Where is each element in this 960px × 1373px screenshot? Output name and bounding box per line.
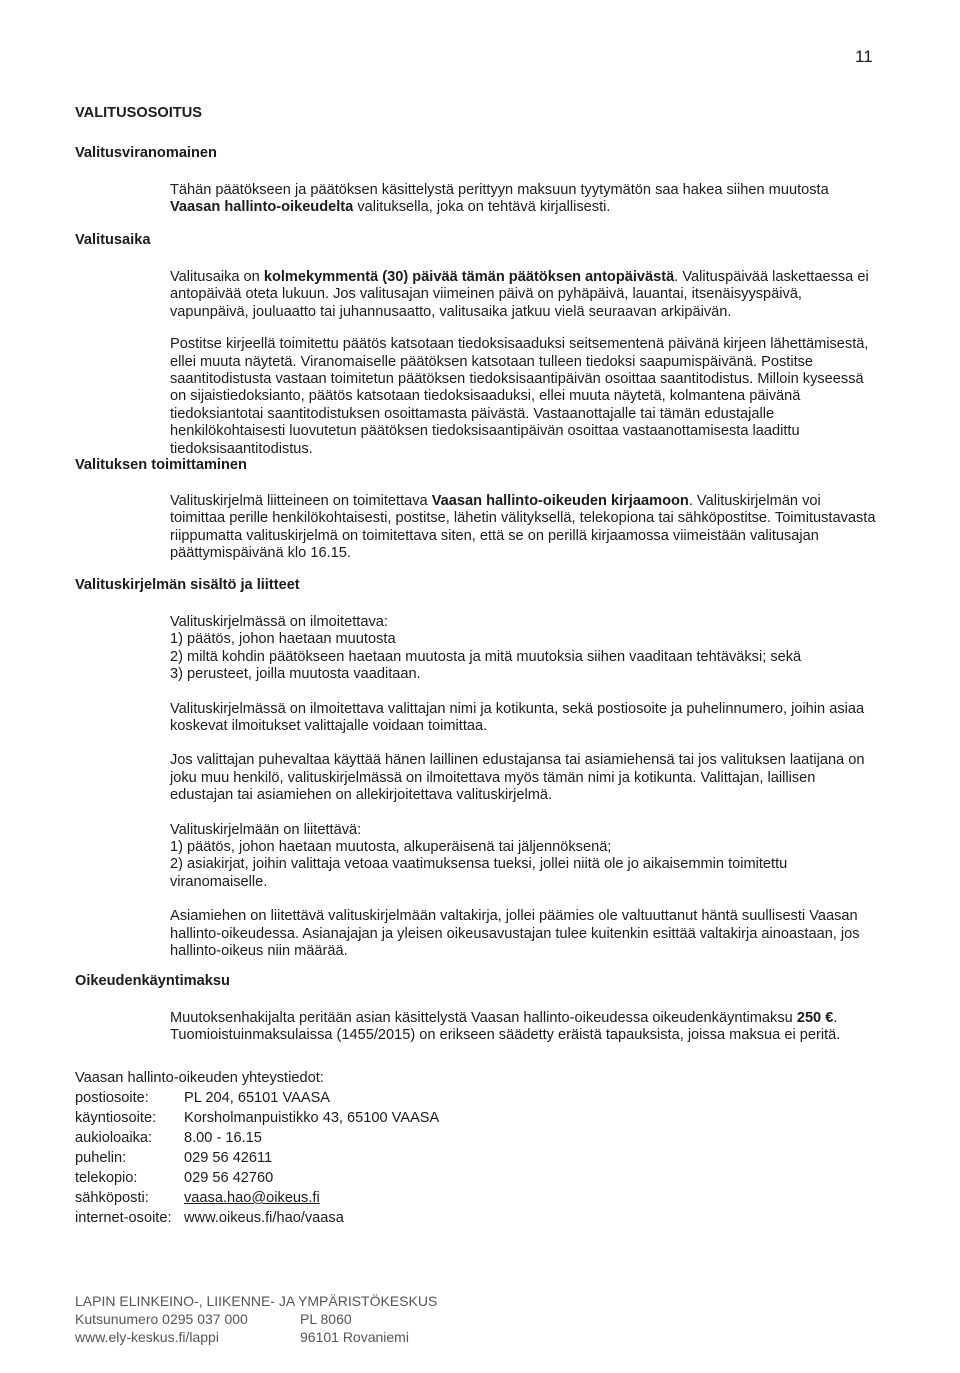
fee-amount: 250 € — [796, 1010, 834, 1026]
contact-label: aukioloaika: — [75, 1130, 153, 1146]
contact-label: telekopio: — [75, 1170, 138, 1186]
footer-row — [75, 1328, 437, 1346]
contact-value: 029 56 42611 — [184, 1150, 273, 1166]
document-title: VALITUSOSOITUS — [75, 105, 203, 121]
email-link[interactable]: vaasa.hao@oikeus.fi — [184, 1190, 320, 1206]
text-span: . Valituskirjelmän voi toimittaa perille henkilökohtaisesti, postitse, lähetin välityksellä, telekopiona tai sähköpostitse. Toimitustavasta riippumatta valituskirjelmä on toimitettava siten, että se on perillä kirjaamossa viimeistään valitusajan päättymispäivänä klo 16.15. — [170, 493, 876, 562]
footer-row — [75, 1310, 437, 1328]
footer-postcode: 96101 Rovaniemi — [300, 1329, 409, 1345]
heading-valitusviranomainen: Valitusviranomainen — [75, 145, 217, 161]
contact-row — [75, 1128, 439, 1148]
sisalto-text — [170, 614, 876, 961]
valitusaika-text — [170, 269, 876, 458]
court-name: Vaasan hallinto-oikeudelta — [170, 199, 354, 216]
contact-block — [75, 1068, 439, 1228]
text-span: . Valituspäivää laskettaessa ei antopäivää oteta lukuun. Jos valitusajan viimeinen päivä on pyhäpäivä, lauantai, itsenäisyyspäivä, vapunpäivä, jouluaatto tai juhannusaatto, valitusaika jatkuu vielä seuraavan arkipäivän. — [170, 269, 869, 320]
deadline-text: kolmekymmentä (30) päivää tämän päätöksen antopäivästä — [263, 269, 675, 285]
registry-name: Vaasan hallinto-oikeuden kirjaamoon — [431, 493, 689, 509]
list1-intro: Valituskirjelmässä on ilmoitettava: — [170, 614, 388, 630]
contact-label: postiosoite: — [75, 1090, 149, 1106]
contact-label: puhelin: — [75, 1150, 127, 1166]
list1-item: 2) miltä kohdin päätökseen haetaan muutosta ja mitä muutoksia siihen vaaditaan tehtäväksi; sekä — [170, 648, 802, 665]
valtakirja-paragraph: Asiamiehen on liitettävä valituskirjelmään valtakirja, jollei päämies ole valtuuttanut häntä suullisesti Vaasan hallinto-oikeudessa. Asianajajan ja yleisen oikeusavustajan tulee kuitenkin esittää valtakirja ainoastaan, jos hallinto-oikeus niin määrää. — [170, 908, 860, 960]
text-span: Muutoksenhakijalta peritään asian käsittelystä Vaasan hallinto-oikeudessa oikeudenkäyntimaksu — [170, 1010, 797, 1026]
heading-oikeudenkayntimaksu: Oikeudenkäyntimaksu — [75, 973, 230, 989]
contact-title: Vaasan hallinto-oikeuden yhteystiedot: — [75, 1070, 324, 1086]
list2-intro: Valituskirjelmään on liitettävä: — [170, 821, 362, 838]
nimi-paragraph: Valituskirjelmässä on ilmoitettava valittajan nimi ja kotikunta, sekä postiosoite ja puhelinnumero, joihin asiaa koskevat ilmoitukset valittajalle voidaan toimittaa. — [170, 700, 865, 735]
contact-row — [75, 1188, 439, 1208]
text-span: Valitusaika on — [170, 269, 264, 285]
maksu-text — [170, 1010, 876, 1045]
toimittaminen-text — [170, 493, 876, 563]
valitusaika-postitse: Postitse kirjeellä toimitettu päätös katsotaan tiedoksisaaduksi seitsementenä päivänä kirjeen lähettämisestä, ellei muuta näytetä. Viranomaiselle päätöksen katsotaan tulleen tiedoksi saapumispäivänä. Postitse saantitodistusta vastaan toimitetun päätöksen tiedoksisaantipäivän osoittaa saantitodistus. Milloin kyseessä on sijaistiedoksianto, päätös katsotaan tiedoksisaaduksi, ellei muuta näytetä, kolmantena päivänä tiedoksiantotai saantitodistuksen osoittamasta päivästä. Vastaanottajalle tai tämän edustajalle henkilökohtaisesti luovutetun päätöksen tiedoksisaantipäivän osoittaa vastaanottamisesta laadittu tiedoksisaantitodistus. — [170, 336, 869, 457]
contact-row — [75, 1208, 439, 1228]
contact-value: Korsholmanpuistikko 43, 65100 VAASA — [184, 1110, 440, 1126]
footer-phone: Kutsunumero 0295 037 000 — [75, 1311, 248, 1327]
contact-row — [75, 1088, 439, 1108]
contact-value: 8.00 - 16.15 — [184, 1130, 262, 1146]
footer — [75, 1292, 437, 1346]
footer-org: LAPIN ELINKEINO-, LIIKENNE- JA YMPÄRISTÖKESKUS — [75, 1293, 438, 1309]
heading-valituksen-toimittaminen: Valituksen toimittaminen — [75, 457, 247, 473]
puhevalta-paragraph: Jos valittajan puhevaltaa käyttää hänen laillinen edustajansa tai asiamiehensä tai jos valituksen laatijana on joku muu henkilö, valituskirjelmässä on ilmoitettava myös tämän nimi ja kotikunta. Valittajan, laillisen edustajan tai asiamiehen on allekirjoitettava valituskirjelmä. — [170, 752, 865, 804]
contact-label: sähköposti: — [75, 1190, 149, 1206]
text-span: valituksella, joka on tehtävä kirjallisesti. — [353, 199, 611, 216]
contact-row — [75, 1148, 439, 1168]
contact-value: www.oikeus.fi/hao/vaasa — [184, 1210, 344, 1226]
contact-value: PL 204, 65101 VAASA — [184, 1090, 331, 1106]
contact-label: käyntiosoite: — [75, 1110, 157, 1126]
list1-item: 3) perusteet, joilla muutosta vaaditaan. — [170, 666, 421, 683]
heading-sisalto: Valituskirjelmän sisältö ja liitteet — [75, 577, 300, 593]
contact-label: internet-osoite: — [75, 1210, 172, 1226]
contact-value: 029 56 42760 — [184, 1170, 274, 1186]
list2-item: 1) päätös, johon haetaan muutosta, alkuperäisenä tai jäljennöksenä; — [170, 839, 612, 856]
contact-row — [75, 1108, 439, 1128]
contact-row — [75, 1168, 439, 1188]
list1-item: 1) päätös, johon haetaan muutosta — [170, 631, 396, 648]
list2-item: 2) asiakirjat, joihin valittaja vetoaa vaatimuksensa tueksi, jollei niitä ole jo aikaisemmin toimitettu viranomaiselle. — [170, 856, 788, 890]
text-span: . Tuomioistuinmaksulaissa (1455/2015) on erikseen säädetty eräistä tapauksista, joissa maksua ei peritä. — [170, 1010, 841, 1044]
text-span: Valituskirjelmä liitteineen on toimitettava — [170, 493, 432, 509]
footer-web: www.ely-keskus.fi/lappi — [75, 1329, 219, 1345]
footer-pobox: PL 8060 — [300, 1311, 352, 1327]
page-number: 11 — [855, 47, 873, 66]
heading-valitusaika: Valitusaika — [75, 232, 151, 248]
text-span: Tähän päätökseen ja päätöksen käsittelystä perittyyn maksuun tyytymätön saa hakea siihen muutosta — [170, 182, 829, 198]
valitusviranomainen-text — [170, 182, 876, 217]
